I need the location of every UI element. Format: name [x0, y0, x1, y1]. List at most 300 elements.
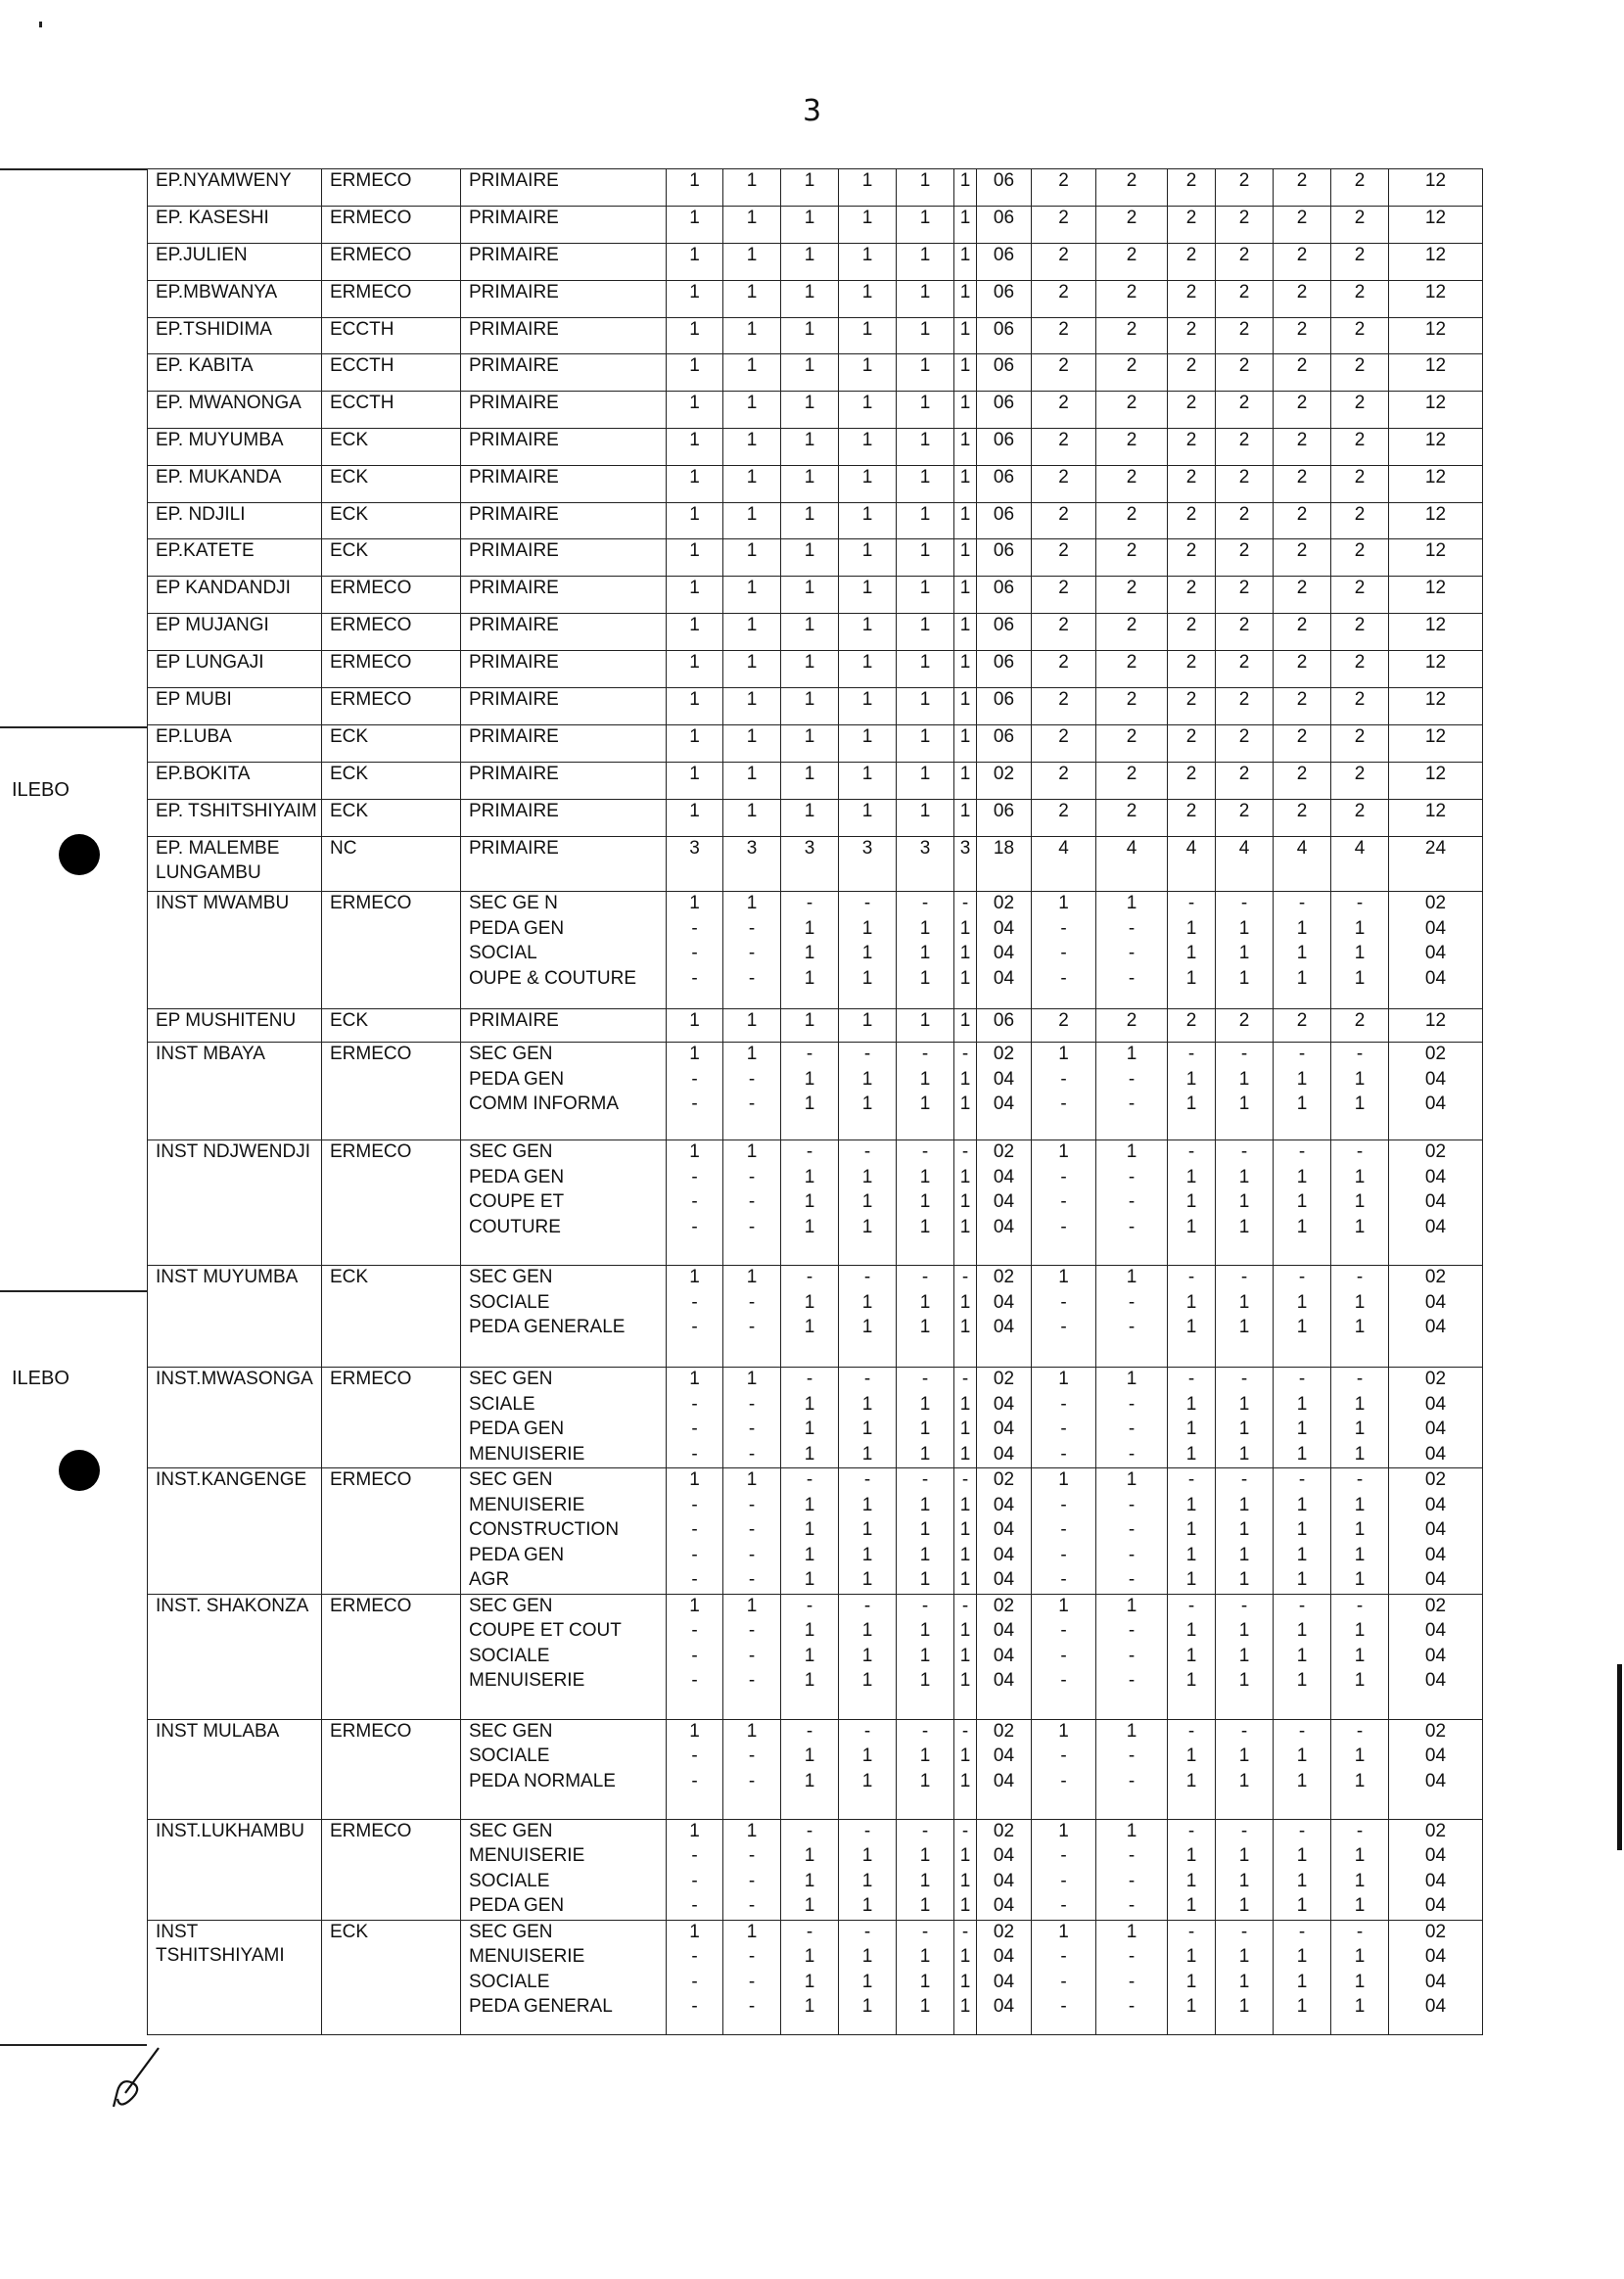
- value-cell: [954, 503, 977, 539]
- value-cell: [954, 392, 977, 429]
- value: 1: [959, 540, 971, 561]
- value: 2: [1354, 319, 1366, 340]
- value-cell: [1168, 1266, 1216, 1368]
- value-cell: [954, 688, 977, 725]
- value: -: [921, 1720, 929, 1742]
- value: 1: [861, 1770, 873, 1791]
- value: 1: [746, 170, 758, 191]
- value: 1: [959, 1845, 971, 1866]
- value: 1: [1238, 1216, 1250, 1237]
- value-cell: [1331, 244, 1389, 281]
- value: 2: [1296, 355, 1308, 376]
- option-label: SOCIALE: [469, 1745, 550, 1766]
- value-cell: [1096, 614, 1168, 651]
- value-cell: [1032, 1468, 1096, 1595]
- value: 1: [1296, 1946, 1308, 1967]
- value: 04: [993, 1191, 1015, 1212]
- value: 1: [919, 319, 931, 340]
- school-name-cell: EP.NYAMWENY: [148, 169, 322, 207]
- value-cell: [1168, 392, 1216, 429]
- value: 1: [1185, 1544, 1197, 1565]
- value: -: [1060, 1870, 1067, 1891]
- value-cell: [667, 429, 723, 466]
- value: -: [1128, 1393, 1136, 1415]
- value: 06: [993, 355, 1015, 376]
- value-cell: [1168, 577, 1216, 614]
- value-cell: [667, 1266, 723, 1368]
- value: 2: [1238, 393, 1250, 413]
- value: 1: [861, 1996, 873, 2017]
- value: 1: [959, 1569, 971, 1590]
- value: -: [691, 1895, 698, 1916]
- value-cell: [781, 651, 839, 688]
- value-cell: [1216, 539, 1274, 577]
- value: -: [748, 1946, 756, 1967]
- value: 1: [1185, 1620, 1197, 1641]
- value-cell: [723, 1368, 781, 1468]
- option-label: PRIMAIRE: [469, 245, 559, 265]
- value: -: [961, 1267, 969, 1287]
- value: 1: [1296, 1419, 1308, 1439]
- value-cell: [897, 1266, 954, 1368]
- value: 1: [1058, 893, 1069, 913]
- value: 1: [1296, 1393, 1308, 1415]
- value: 02: [1424, 1820, 1447, 1841]
- value: 1: [959, 355, 971, 376]
- value-cell: [1274, 614, 1331, 651]
- table-row: [148, 281, 1483, 318]
- value: 2: [1238, 540, 1250, 561]
- value-cell: [781, 503, 839, 539]
- value: -: [748, 1645, 756, 1666]
- value: 04: [993, 1068, 1015, 1090]
- value: 2: [1238, 1010, 1250, 1031]
- value-cell: [1216, 503, 1274, 539]
- value-cell: [781, 429, 839, 466]
- school-name-cell: INST.LUKHAMBU: [148, 1819, 322, 1920]
- value: 2: [1185, 504, 1197, 525]
- value: 1: [861, 764, 873, 784]
- value-cell: [897, 392, 954, 429]
- option-label: PEDA GEN: [469, 1419, 565, 1439]
- value: 06: [993, 652, 1015, 673]
- value-cell: [897, 207, 954, 244]
- value-cell: [954, 1719, 977, 1819]
- value: 1: [1238, 1317, 1250, 1337]
- value-cell: [1032, 837, 1096, 892]
- value: 1: [861, 917, 873, 939]
- value: 1: [1238, 1093, 1250, 1114]
- value: -: [1128, 1419, 1136, 1439]
- value: 1: [861, 1544, 873, 1565]
- value-cell: [954, 892, 977, 1009]
- table-row: [148, 539, 1483, 577]
- value-cell: [839, 725, 897, 763]
- option-cell: [461, 503, 667, 539]
- value: 1: [861, 1645, 873, 1666]
- value: 2: [1126, 393, 1137, 413]
- value: -: [1356, 1595, 1364, 1616]
- value-cell: [1389, 1819, 1483, 1920]
- value: 1: [959, 1519, 971, 1540]
- value-cell: [1168, 207, 1216, 244]
- value: 04: [993, 1443, 1015, 1465]
- value: 1: [746, 578, 758, 598]
- value: 1: [746, 1141, 758, 1162]
- value: 2: [1354, 540, 1366, 561]
- value: 1: [959, 208, 971, 228]
- value-cell: [781, 614, 839, 651]
- value: 2: [1238, 726, 1250, 747]
- value-cell: [1032, 1140, 1096, 1266]
- value: 2: [1058, 1010, 1069, 1031]
- value: 1: [1354, 1093, 1366, 1114]
- value: -: [806, 1595, 813, 1616]
- value-cell: [1389, 800, 1483, 837]
- value: 2: [1238, 319, 1250, 340]
- value: 1: [919, 1870, 931, 1891]
- value: 1: [1354, 1216, 1366, 1237]
- value: 1: [1185, 1443, 1197, 1465]
- value: 1: [959, 1317, 971, 1337]
- value-cell: [1274, 1468, 1331, 1595]
- value: 1: [804, 540, 815, 561]
- value-cell: [1032, 1920, 1096, 2034]
- value: 1: [959, 1419, 971, 1439]
- value: 2: [1354, 801, 1366, 821]
- value-cell: [723, 503, 781, 539]
- value: 1: [689, 689, 700, 710]
- value: 2: [1058, 726, 1069, 747]
- value: 1: [689, 540, 700, 561]
- value-cell: [1389, 1920, 1483, 2034]
- value: 2: [1185, 764, 1197, 784]
- value: 1: [919, 917, 931, 939]
- value: 1: [746, 245, 758, 265]
- value: 1: [804, 245, 815, 265]
- value-cell: [723, 1140, 781, 1266]
- value: 2: [1296, 652, 1308, 673]
- value: -: [691, 967, 698, 989]
- value-cell: [1032, 466, 1096, 503]
- value-cell: [954, 318, 977, 354]
- value: 2: [1354, 467, 1366, 488]
- value-cell: [1168, 169, 1216, 207]
- value: 1: [861, 1068, 873, 1090]
- value: 1: [919, 726, 931, 747]
- table-row: [148, 1009, 1483, 1043]
- value: 1: [861, 726, 873, 747]
- value: 2: [1058, 208, 1069, 228]
- value-cell: [667, 1819, 723, 1920]
- value: 1: [1126, 1267, 1137, 1287]
- value-cell: [1389, 429, 1483, 466]
- value: 1: [1296, 1544, 1308, 1565]
- option-label: SCIALE: [469, 1393, 535, 1415]
- value: -: [921, 1595, 929, 1616]
- value-cell: [954, 1009, 977, 1043]
- value: 1: [919, 1291, 931, 1313]
- value: 1: [1238, 1494, 1250, 1515]
- value: 04: [1424, 1569, 1447, 1590]
- value: 1: [804, 615, 815, 635]
- value-cell: [977, 1266, 1032, 1368]
- value-cell: [977, 354, 1032, 392]
- school-name-cell: EP. MUKANDA: [148, 466, 322, 503]
- value: -: [961, 1820, 969, 1841]
- school-name-cell: EP.TSHIDIMA: [148, 318, 322, 354]
- value: 4: [1058, 838, 1069, 859]
- value: -: [1356, 1820, 1364, 1841]
- value: 1: [1058, 1595, 1069, 1616]
- value: 2: [1058, 355, 1069, 376]
- option-label: PRIMAIRE: [469, 430, 559, 450]
- value-cell: [667, 763, 723, 800]
- value-cell: [781, 1368, 839, 1468]
- value: -: [921, 1921, 929, 1942]
- value: -: [1060, 1494, 1067, 1515]
- value: 06: [993, 170, 1015, 191]
- value: 1: [959, 1291, 971, 1313]
- value: 04: [1424, 943, 1447, 963]
- value: 04: [993, 1494, 1015, 1515]
- school-name-cell: EP.MBWANYA: [148, 281, 322, 318]
- value: 2: [1238, 764, 1250, 784]
- value-cell: [1274, 429, 1331, 466]
- value-cell: [1274, 1140, 1331, 1266]
- value-cell: [1274, 1043, 1331, 1140]
- value: 1: [919, 245, 931, 265]
- value: -: [961, 1469, 969, 1490]
- value: -: [863, 1141, 871, 1162]
- value: 04: [993, 1745, 1015, 1766]
- value: -: [1060, 1317, 1067, 1337]
- value: 1: [689, 430, 700, 450]
- value: 2: [1354, 615, 1366, 635]
- value: -: [1187, 1044, 1195, 1064]
- value: 2: [1126, 578, 1137, 598]
- value-cell: [1216, 1468, 1274, 1595]
- value-cell: [839, 539, 897, 577]
- value-cell: [667, 503, 723, 539]
- value-cell: [839, 688, 897, 725]
- value: -: [1356, 1921, 1364, 1942]
- value: -: [748, 1494, 756, 1515]
- value: 2: [1296, 282, 1308, 302]
- value-cell: [781, 466, 839, 503]
- value: -: [691, 1068, 698, 1090]
- value: 12: [1424, 615, 1447, 635]
- value: -: [691, 1645, 698, 1666]
- value: 1: [861, 1895, 873, 1916]
- value-cell: [1274, 688, 1331, 725]
- value-cell: [1096, 1009, 1168, 1043]
- value: 1: [1296, 1191, 1308, 1212]
- value-cell: [781, 207, 839, 244]
- value: 06: [993, 245, 1015, 265]
- value: -: [691, 1216, 698, 1237]
- value-cell: [1389, 1468, 1483, 1595]
- value-cell: [667, 688, 723, 725]
- value-cell: [1389, 1140, 1483, 1266]
- value: -: [691, 917, 698, 939]
- value: 4: [1126, 838, 1137, 859]
- value: 04: [993, 1291, 1015, 1313]
- option-label: MENUISERIE: [469, 1845, 585, 1866]
- value-cell: [781, 244, 839, 281]
- value-cell: [723, 539, 781, 577]
- value: 1: [861, 967, 873, 989]
- value: 1: [959, 1191, 971, 1212]
- value: 1: [746, 467, 758, 488]
- value-cell: [723, 651, 781, 688]
- value: 04: [1424, 1946, 1447, 1967]
- value-cell: [1274, 577, 1331, 614]
- value: 1: [919, 540, 931, 561]
- value-cell: [977, 1009, 1032, 1043]
- value-cell: [1168, 1819, 1216, 1920]
- value: 1: [919, 1770, 931, 1791]
- value: 1: [861, 1010, 873, 1031]
- value: 1: [1296, 1996, 1308, 2017]
- value: 1: [1238, 1419, 1250, 1439]
- value: 1: [919, 1946, 931, 1967]
- value: 1: [1185, 1216, 1197, 1237]
- value: 06: [993, 1010, 1015, 1031]
- option-label: SEC GEN: [469, 1720, 553, 1742]
- value-cell: [1216, 429, 1274, 466]
- value: 1: [861, 1519, 873, 1540]
- value: -: [1187, 1595, 1195, 1616]
- value-cell: [897, 169, 954, 207]
- value: -: [748, 1093, 756, 1114]
- value: -: [863, 1720, 871, 1742]
- value: 2: [1296, 467, 1308, 488]
- value-cell: [1389, 503, 1483, 539]
- option-label: SOCIAL: [469, 943, 537, 963]
- value: -: [1298, 893, 1306, 913]
- option-cell: [461, 429, 667, 466]
- value-cell: [897, 1920, 954, 2034]
- value-cell: [1216, 244, 1274, 281]
- value: 2: [1185, 282, 1197, 302]
- value-cell: [723, 1266, 781, 1368]
- value: 1: [1296, 1519, 1308, 1540]
- organisation-cell: ECK: [322, 1920, 461, 2034]
- value: -: [1187, 1921, 1195, 1942]
- table-row: [148, 207, 1483, 244]
- value: 1: [959, 1895, 971, 1916]
- value-cell: [1331, 466, 1389, 503]
- value: 2: [1126, 726, 1137, 747]
- value: -: [1128, 1870, 1136, 1891]
- value: 1: [919, 467, 931, 488]
- value: 1: [1058, 1921, 1069, 1942]
- value: 1: [1185, 1291, 1197, 1313]
- value: -: [691, 1946, 698, 1967]
- value: 2: [1296, 540, 1308, 561]
- organisation-cell: ECK: [322, 429, 461, 466]
- value: 1: [804, 1770, 815, 1791]
- option-cell: [461, 1043, 667, 1140]
- option-label: PEDA GEN: [469, 1895, 565, 1916]
- value: 1: [689, 1720, 700, 1742]
- value-cell: [667, 466, 723, 503]
- value-cell: [954, 725, 977, 763]
- value: 1: [689, 208, 700, 228]
- value: 1: [919, 689, 931, 710]
- value: -: [921, 1044, 929, 1064]
- value-cell: [954, 614, 977, 651]
- value: 1: [689, 764, 700, 784]
- option-label: PRIMAIRE: [469, 355, 559, 376]
- table-row: [148, 318, 1483, 354]
- value-cell: [1274, 1819, 1331, 1920]
- option-cell: [461, 892, 667, 1009]
- value-cell: [1096, 800, 1168, 837]
- value: 2: [1296, 801, 1308, 821]
- table-row: [148, 1368, 1483, 1468]
- value: 2: [1185, 430, 1197, 450]
- value: -: [1240, 1720, 1248, 1742]
- value: 1: [804, 967, 815, 989]
- value-cell: [723, 763, 781, 800]
- value-cell: [781, 800, 839, 837]
- value-cell: [1096, 1819, 1168, 1920]
- value: 1: [804, 1519, 815, 1540]
- value-cell: [1032, 503, 1096, 539]
- value: 2: [1354, 282, 1366, 302]
- value: 1: [1296, 1845, 1308, 1866]
- value-cell: [1096, 281, 1168, 318]
- value: 1: [1238, 967, 1250, 989]
- value: 1: [861, 1870, 873, 1891]
- value: -: [1298, 1595, 1306, 1616]
- value: 1: [861, 943, 873, 963]
- value: 1: [746, 1720, 758, 1742]
- value: 2: [1296, 504, 1308, 525]
- value: 1: [804, 764, 815, 784]
- table-row: [148, 1468, 1483, 1595]
- value: 1: [804, 652, 815, 673]
- value: 1: [804, 1317, 815, 1337]
- option-label: PEDA GEN: [469, 917, 565, 939]
- value: 1: [1296, 1216, 1308, 1237]
- value: -: [1128, 917, 1136, 939]
- value: 1: [861, 282, 873, 302]
- value: 1: [861, 1745, 873, 1766]
- value: 1: [804, 943, 815, 963]
- value: 1: [746, 208, 758, 228]
- school-name-cell: INST MUYUMBA: [148, 1266, 322, 1368]
- value-cell: [1274, 281, 1331, 318]
- value: 1: [1238, 1068, 1250, 1090]
- value: -: [1060, 943, 1067, 963]
- value: 1: [919, 578, 931, 598]
- value: -: [1060, 1443, 1067, 1465]
- value: 1: [746, 1595, 758, 1616]
- value: -: [1187, 893, 1195, 913]
- value: 06: [993, 578, 1015, 598]
- option-label: SOCIALE: [469, 1645, 550, 1666]
- value: 1: [1354, 1291, 1366, 1313]
- value: 1: [804, 282, 815, 302]
- value: 1: [1354, 1494, 1366, 1515]
- value-cell: [1096, 1594, 1168, 1719]
- district-label: ILEBO: [12, 1368, 70, 1389]
- value: -: [1060, 1996, 1067, 2017]
- value: 1: [1058, 1369, 1069, 1389]
